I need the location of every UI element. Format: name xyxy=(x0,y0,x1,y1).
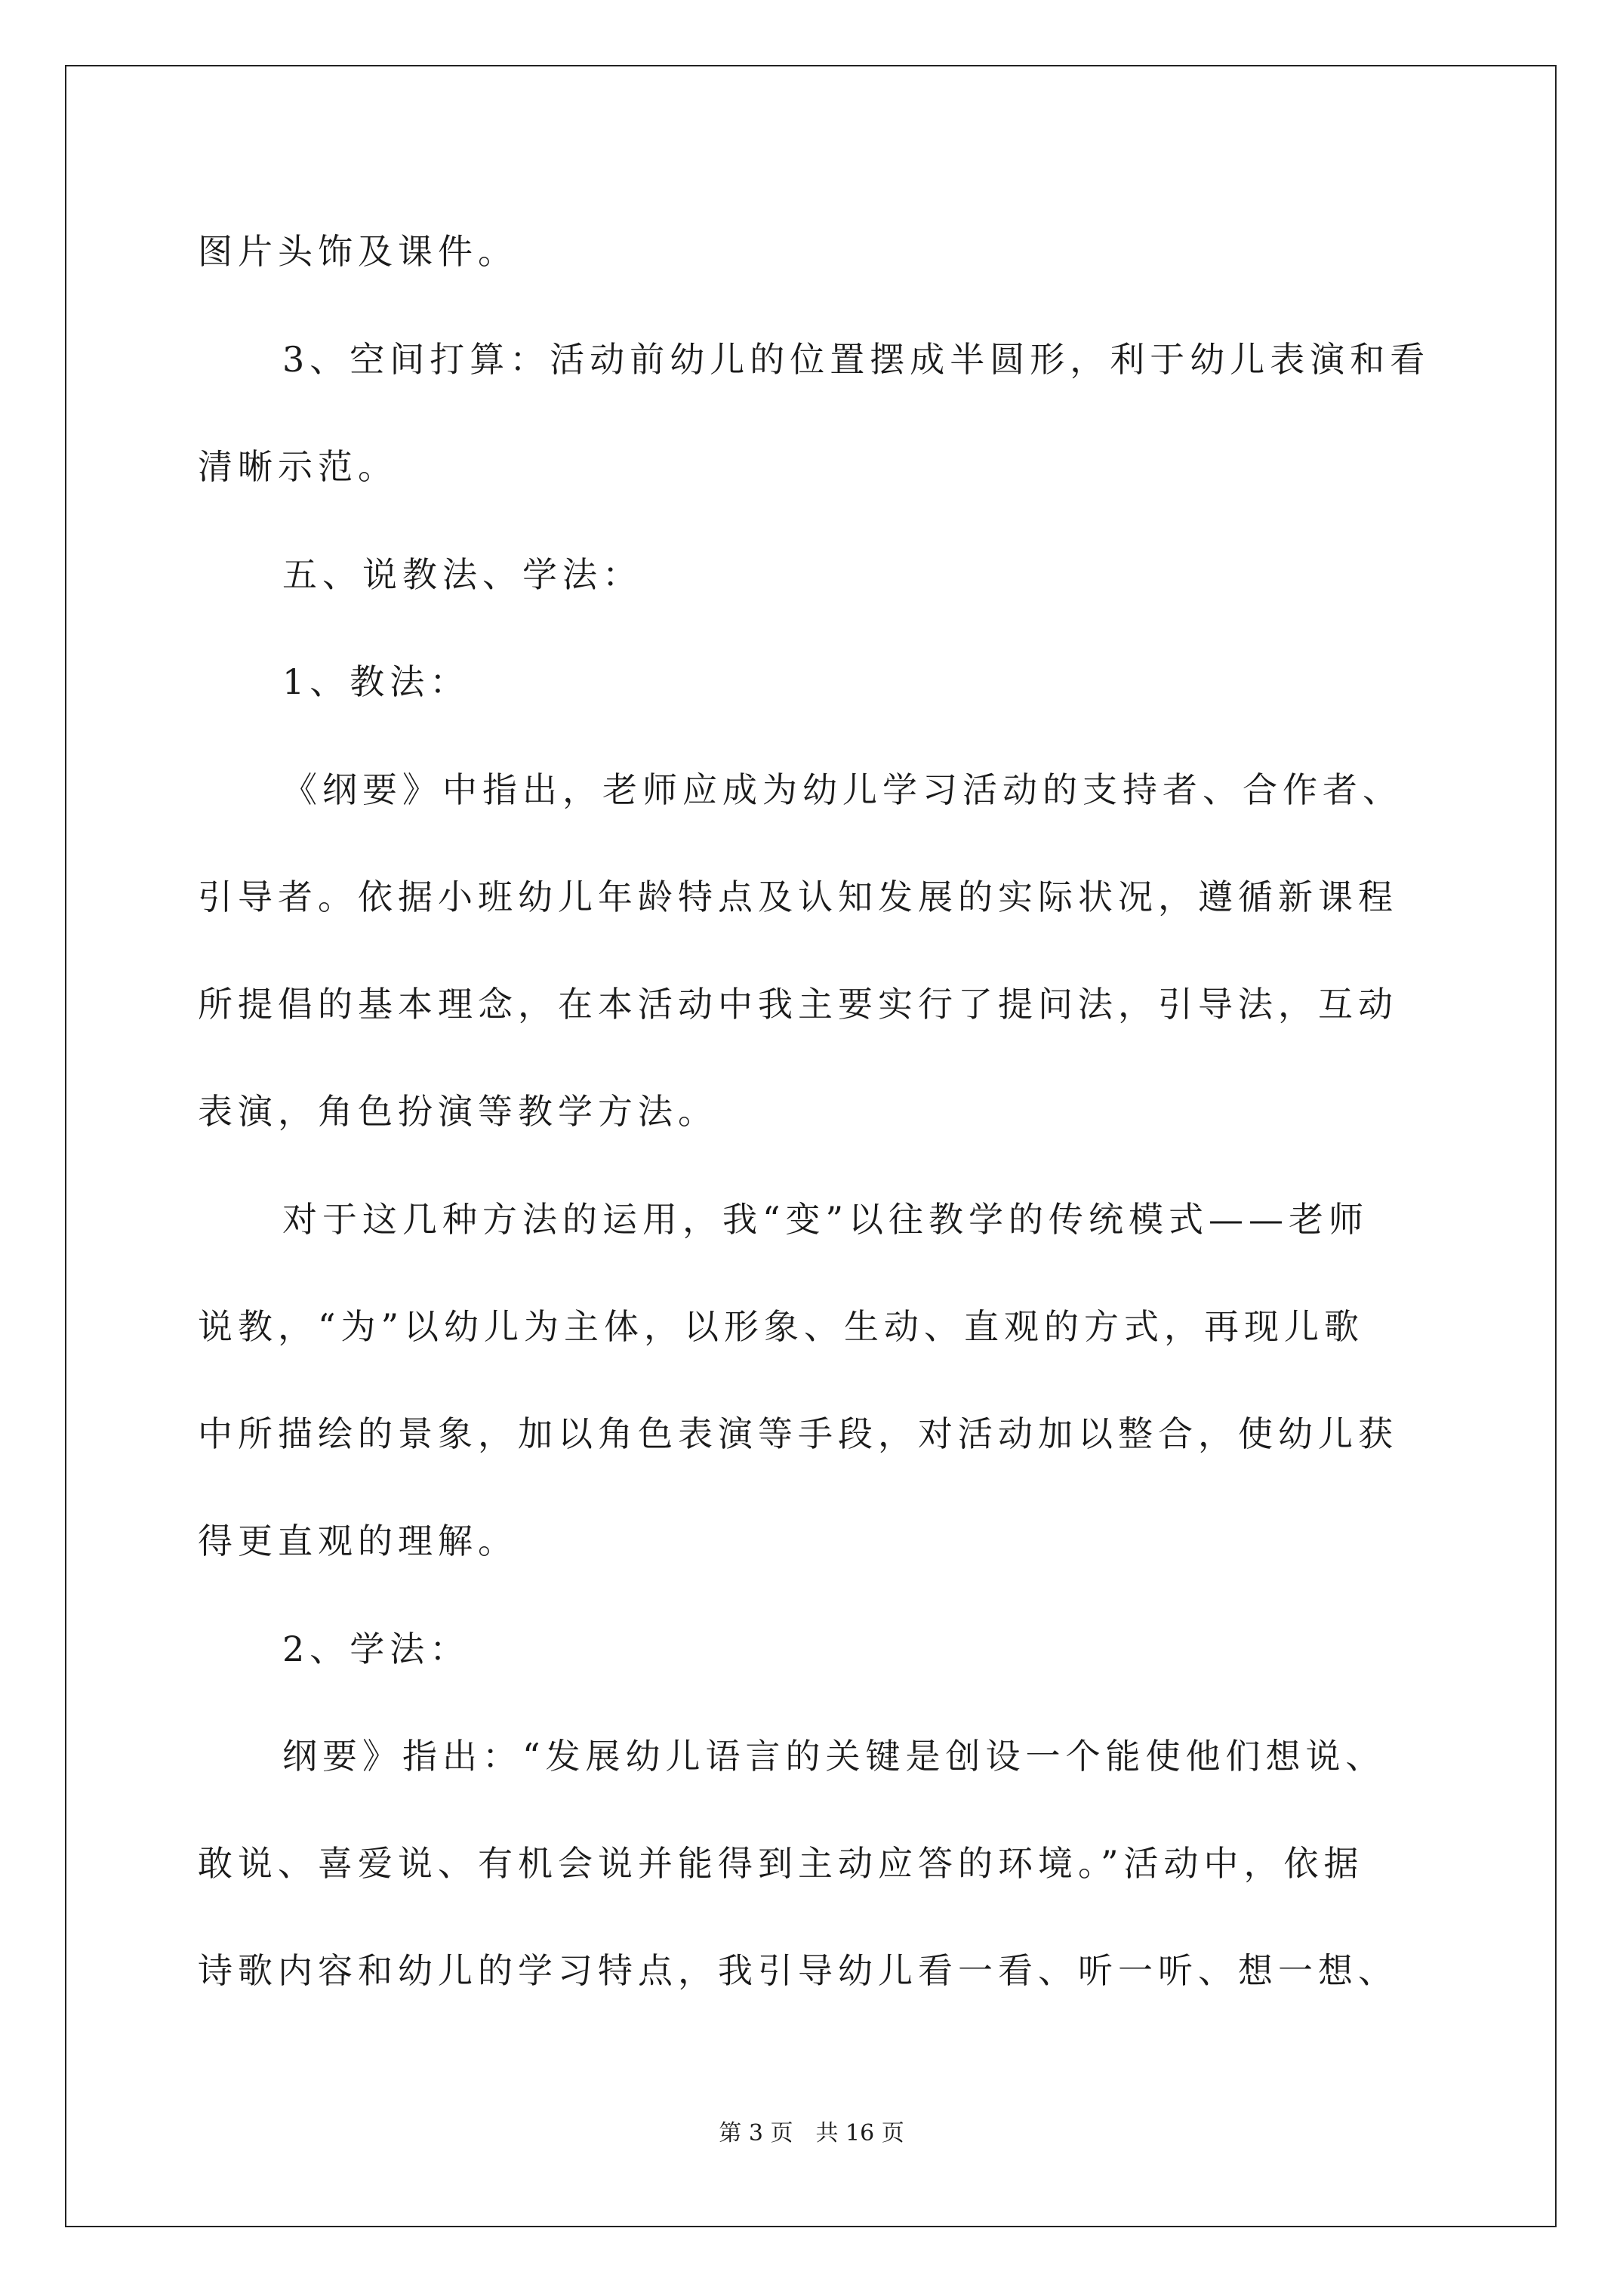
text-line-8: 所提倡的基本理念，在本活动中我主要实行了提问法，引导法，互动 xyxy=(198,984,1398,1025)
text-line-12: 中所描绘的景象，加以角色表演等手段，对活动加以整合，使幼儿获 xyxy=(198,1413,1398,1454)
text-line-2: 3、空间打算：活动前幼儿的位置摆成半圆形，利于幼儿表演和看 xyxy=(282,339,1431,380)
text-line-9: 表演，角色扮演等教学方法。 xyxy=(198,1091,718,1132)
page-border xyxy=(65,65,1557,2227)
text-line-10: 对于这几种方法的运用，我“变”以往教学的传统模式——老师 xyxy=(282,1199,1369,1240)
section-heading: 五、说教法、学法： xyxy=(282,554,642,595)
subheading-learning-method: 2、学法： xyxy=(282,1629,470,1669)
text-line-11: 说教，“为”以幼儿为主体，以形象、生动、直观的方式，再现儿歌 xyxy=(198,1306,1365,1347)
page-number-footer: 第 3 页 共 16 页 xyxy=(719,2120,904,2147)
text-line-3: 清晰示范。 xyxy=(198,446,398,487)
text-line-15: 纲要》指出：“发展幼儿语言的关键是创设一个能使他们想说、 xyxy=(282,1736,1386,1777)
text-line-6: 《纲要》中指出，老师应成为幼儿学习活动的支持者、合作者、 xyxy=(282,769,1403,810)
text-line-1: 图片头饰及课件。 xyxy=(198,231,518,272)
text-line-17: 诗歌内容和幼儿的学习特点，我引导幼儿看一看、听一听、想一想、 xyxy=(198,1950,1398,1991)
subheading-teaching-method: 1、教法： xyxy=(282,661,470,702)
text-line-7: 引导者。依据小班幼儿年龄特点及认知发展的实际状况，遵循新课程 xyxy=(198,877,1398,917)
text-line-16: 敢说、喜爱说、有机会说并能得到主动应答的环境。”活动中，依据 xyxy=(198,1843,1364,1884)
text-line-13: 得更直观的理解。 xyxy=(198,1521,518,1561)
